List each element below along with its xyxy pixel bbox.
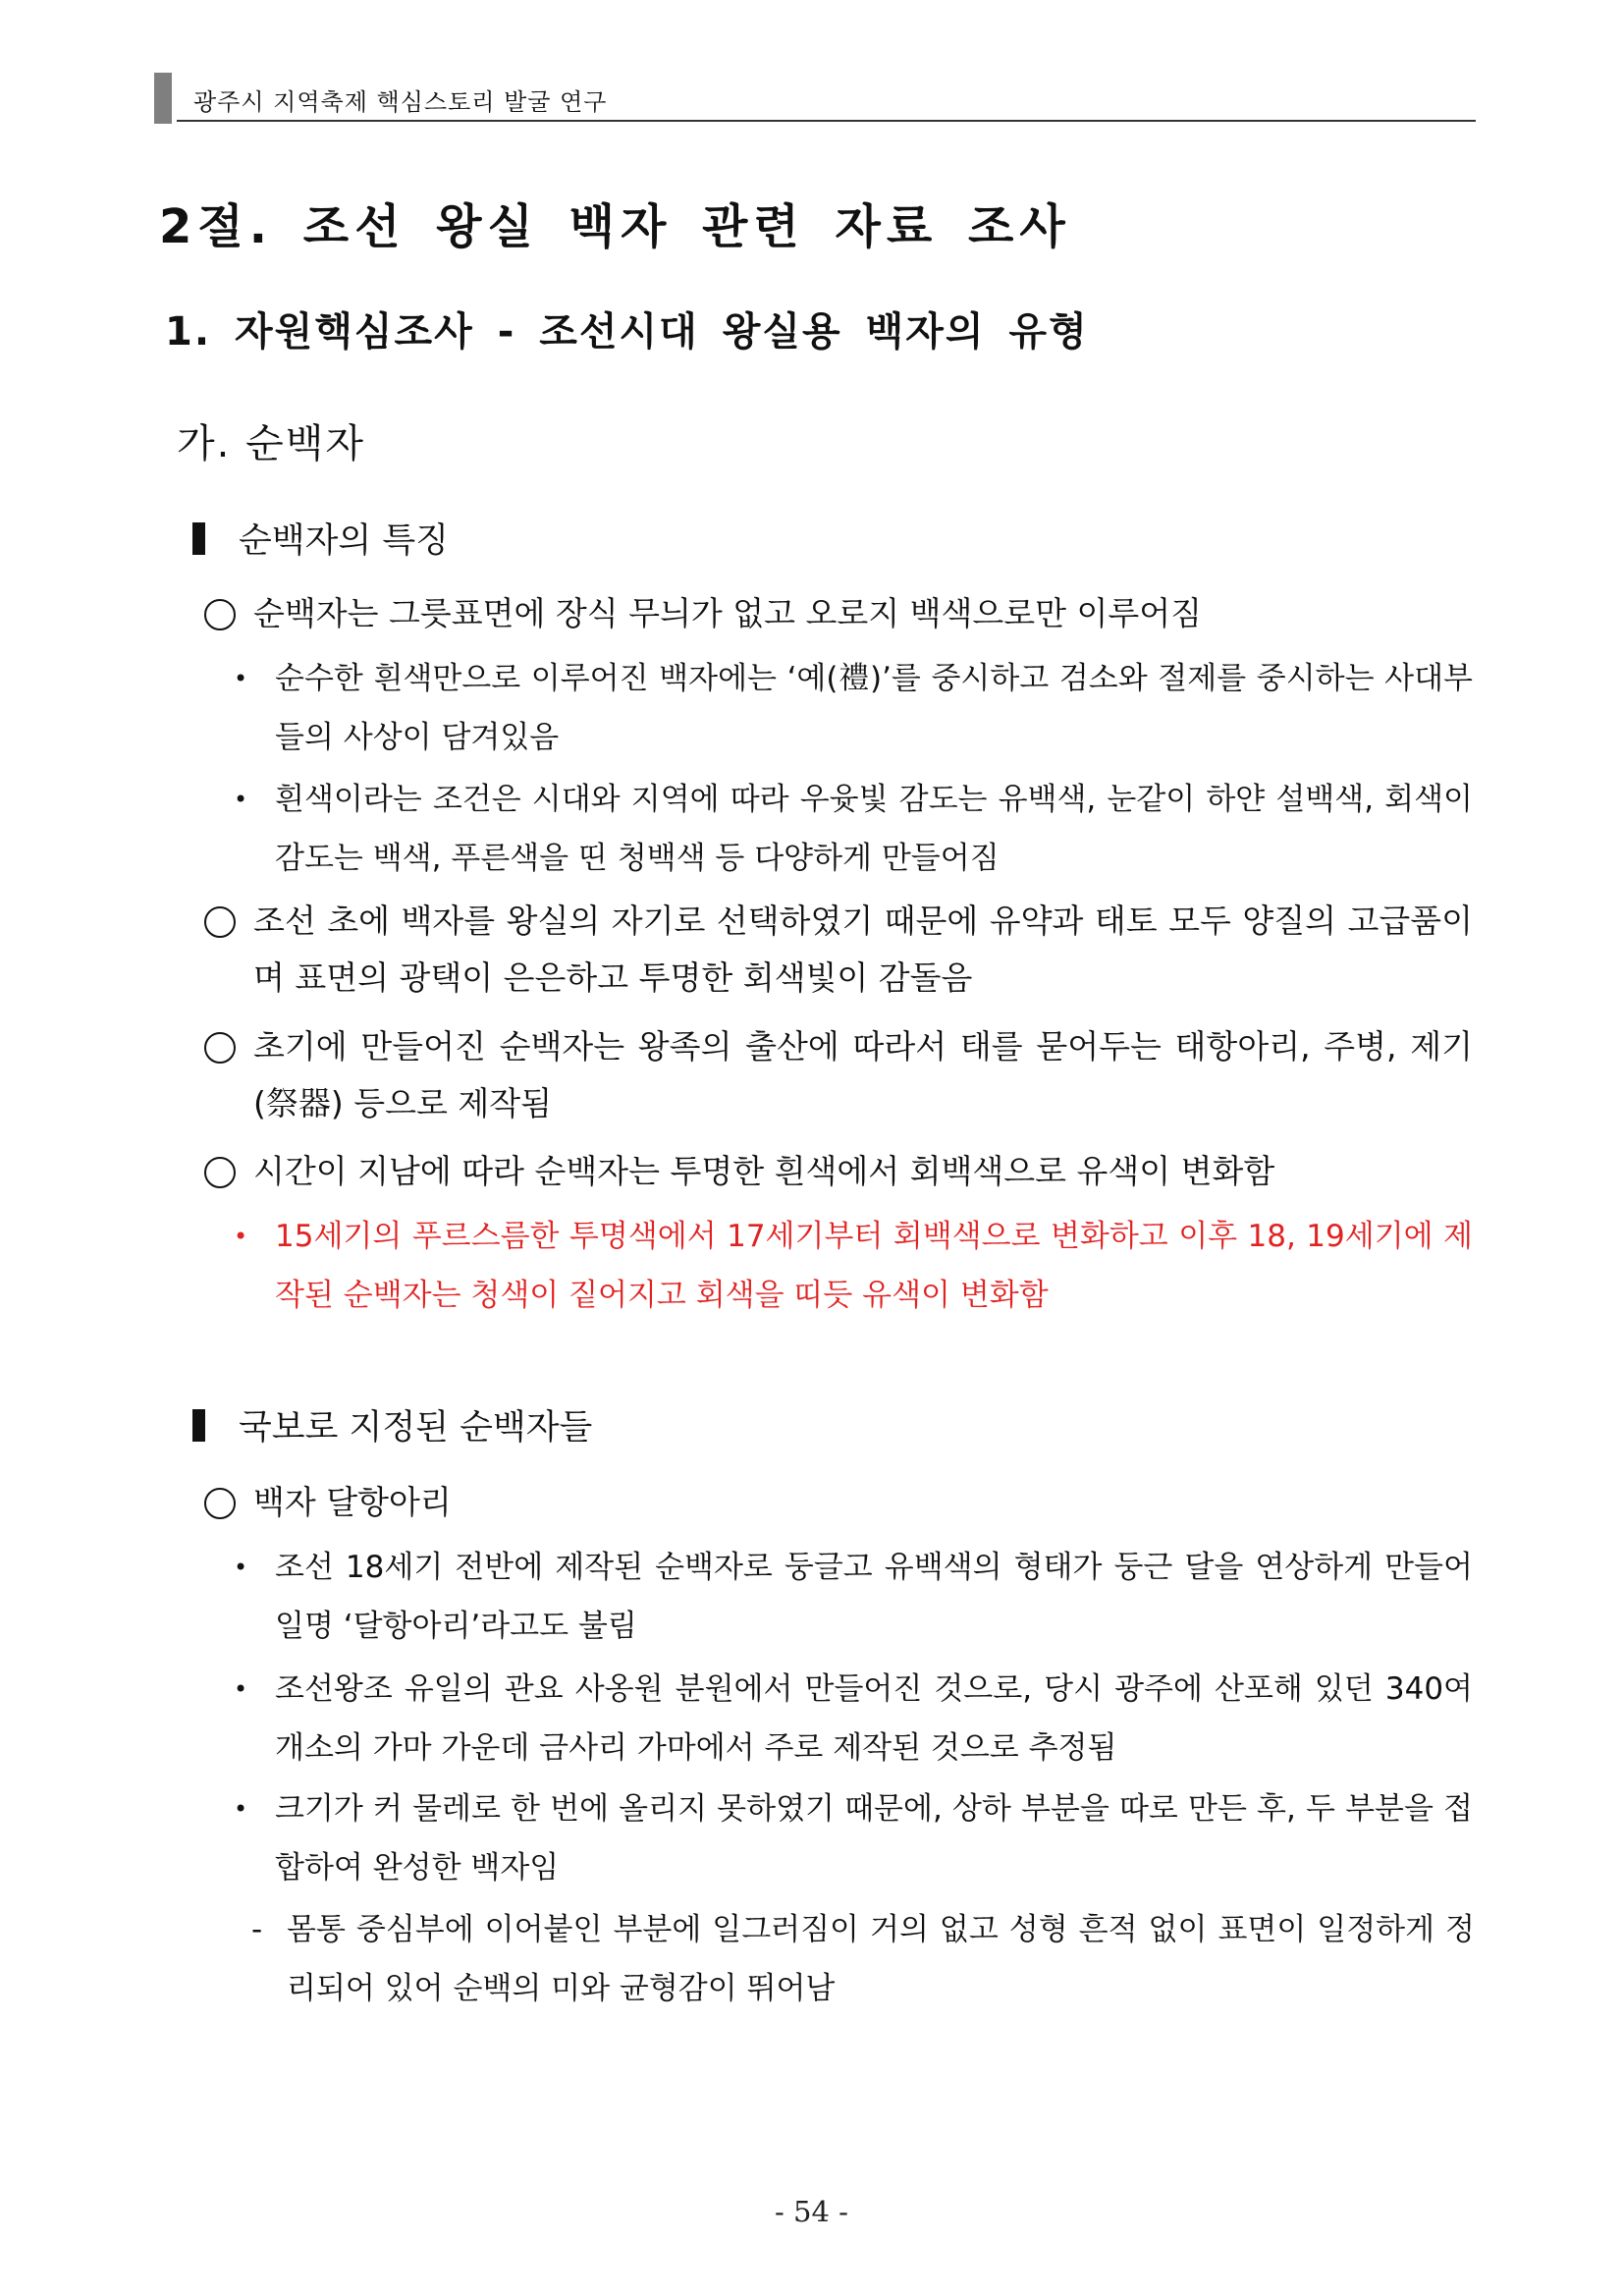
circle-item	[204, 1018, 1473, 1132]
heading-national-treasures	[192, 1400, 592, 1449]
circle-item	[204, 893, 1473, 1007]
bullet-item-highlight	[234, 1207, 1473, 1325]
circle-bullet-icon	[204, 1032, 236, 1064]
item-text: 시간이 지남에 따라 순백자는 투명한 흰색에서 회백색으로 유색이 변화함	[253, 1152, 1275, 1190]
dot-bullet-icon: •	[234, 786, 248, 813]
running-header: 광주시 지역축제 핵심스토리 발굴 연구	[193, 88, 608, 116]
item-text: 조선 초에 백자를 왕실의 자기로 선택하였기 때문에 유약과 태토 모두 양질의 고급품이며 표면의 광택이 은은하고 투명한 회색빛이 감돌음	[253, 902, 1473, 997]
dot-bullet-icon: •	[234, 665, 248, 692]
dot-bullet-icon: •	[234, 1223, 248, 1250]
item-text: 백자 달항아리	[253, 1483, 452, 1521]
bullet-item	[234, 770, 1473, 888]
heading-text: 국보로 지정된 순백자들	[239, 1408, 593, 1448]
circle-item	[204, 1474, 1473, 1531]
square-bullet-icon	[192, 1409, 205, 1442]
circle-bullet-icon	[204, 1157, 236, 1188]
dot-bullet-icon: •	[234, 1554, 248, 1581]
item-text: 조선왕조 유일의 관요 사옹원 분원에서 만들어진 것으로, 당시 광주에 산포해 있던 340여 개소의 가마 가운데 금사리 가마에서 주로 제작된 것으로 추정됨	[275, 1671, 1473, 1766]
header-rule	[177, 120, 1476, 122]
subsection-title: 가. 순백자	[177, 421, 365, 466]
item-text: 초기에 만들어진 순백자는 왕족의 출산에 따라서 태를 묻어두는 태항아리, 주병, 제기(祭器) 등으로 제작됨	[253, 1027, 1473, 1122]
dot-bullet-icon: •	[234, 1795, 248, 1823]
dash-bullet-icon: -	[251, 1912, 263, 1947]
bullet-item	[234, 1538, 1473, 1656]
item-text: 순백자는 그릇표면에 장식 무늬가 없고 오로지 백색으로만 이루어짐	[253, 594, 1203, 632]
header-bar	[154, 73, 172, 124]
heading-features	[192, 514, 449, 563]
circle-item	[204, 585, 1473, 642]
dash-item	[251, 1900, 1475, 2018]
item-text: 순수한 흰색만으로 이루어진 백자에는 ‘예(禮)’를 중시하고 검소와 절제를 중시하는 사대부들의 사상이 담겨있음	[275, 661, 1473, 755]
circle-bullet-icon	[204, 1488, 236, 1519]
bullet-item	[234, 649, 1473, 767]
bullet-item	[234, 1779, 1473, 1897]
dot-bullet-icon: •	[234, 1675, 248, 1703]
item-text: 크기가 커 물레로 한 번에 올리지 못하였기 때문에, 상하 부분을 따로 만든 후, 두 부분을 접합하여 완성한 백자임	[275, 1791, 1473, 1886]
bullet-item	[234, 1660, 1473, 1777]
item-text: 조선 18세기 전반에 제작된 순백자로 둥글고 유백색의 형태가 둥근 달을 연상하게 만들어 일명 ‘달항아리’라고도 불림	[275, 1550, 1473, 1644]
heading-text: 순백자의 특징	[239, 521, 449, 561]
item-text: 흰색이라는 조건은 시대와 지역에 따라 우윳빛 감도는 유백색, 눈같이 하얀 설백색, 회색이 감도는 백색, 푸른색을 띤 청백색 등 다양하게 만들어짐	[275, 782, 1473, 876]
chapter-title: 2절. 조선 왕실 백자 관련 자료 조사	[159, 199, 1071, 254]
square-bullet-icon	[192, 522, 205, 555]
circle-bullet-icon	[204, 599, 236, 630]
item-text: 몸통 중심부에 이어붙인 부분에 일그러짐이 거의 없고 성형 흔적 없이 표면이 일정하게 정리되어 있어 순백의 미와 균형감이 뛰어남	[287, 1912, 1475, 2006]
item-text: 15세기의 푸르스름한 투명색에서 17세기부터 회백색으로 변화하고 이후 18, 19세기에 제작된 순백자는 청색이 짙어지고 회색을 띠듯 유색이 변화함	[275, 1219, 1473, 1313]
page-number: - 54 -	[775, 2195, 848, 2228]
circle-item	[204, 1143, 1473, 1200]
circle-bullet-icon	[204, 906, 236, 938]
section-title: 1. 자원핵심조사 - 조선시대 왕실용 백자의 유형	[165, 309, 1089, 355]
